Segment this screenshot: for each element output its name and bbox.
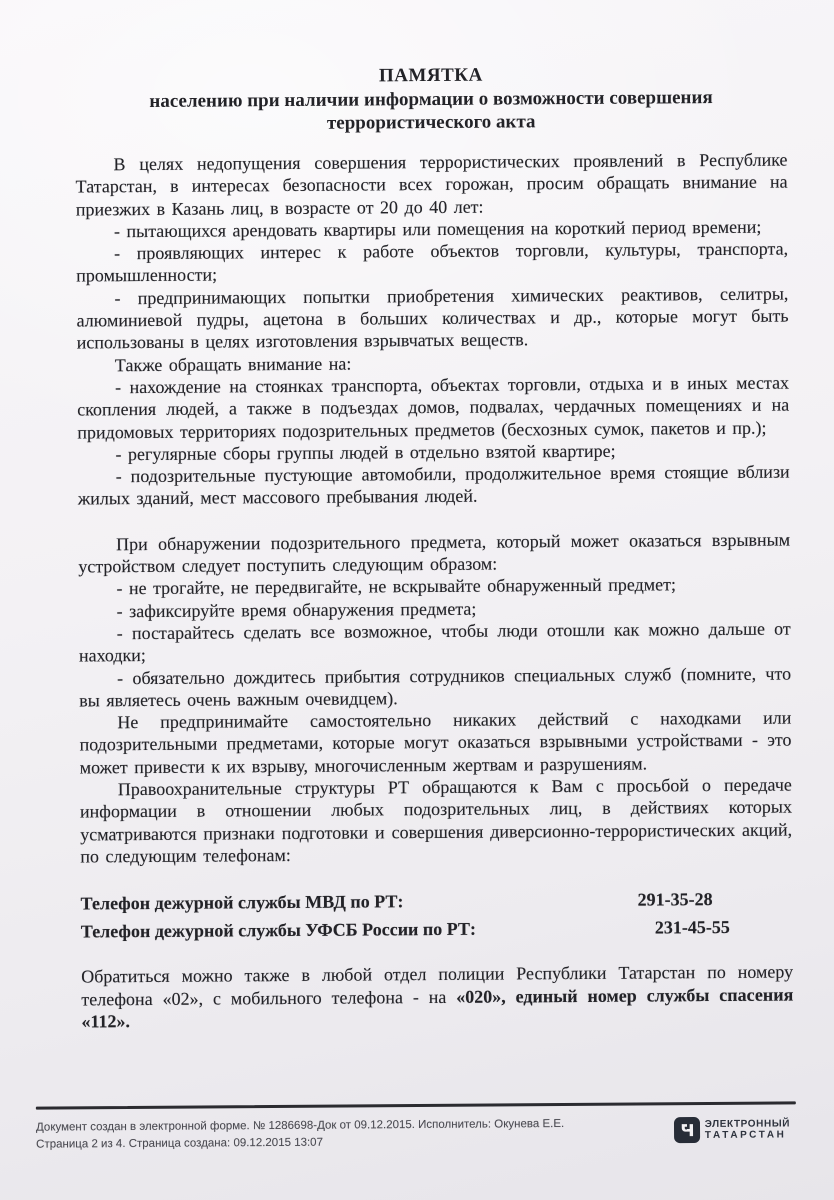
phone-number: 291-35-28 bbox=[637, 889, 713, 910]
paragraph: Не предпринимайте самостоятельно никаких действий с находками или подозрительными предметами, которые могут оказаться взрывными устройствами - это может привести к их взрыву, многочисленным жертвам и разрушениям. bbox=[79, 707, 792, 778]
footer-meta bbox=[36, 1116, 564, 1153]
footer-meta-line2: Страница 2 из 4. Страница создана: 09.12.2015 13:07 bbox=[36, 1136, 323, 1151]
paragraph: Также обращать внимание на: bbox=[114, 353, 352, 375]
body-text bbox=[75, 149, 792, 868]
page-title: ПАМЯТКА bbox=[378, 64, 483, 87]
page-subtitle-line1: населению при наличии информации о возможности совершения bbox=[149, 87, 713, 112]
paragraph: При обнаружении подозрительного предмета, который может оказаться взрывным устройством следует поступить следующим образом: bbox=[78, 529, 791, 577]
phone-number: 231-45-55 bbox=[654, 916, 730, 938]
paragraph: - подозрительные пустующие автомобили, продолжительное время стоящие вблизи жилых зданий, мест массового пребывания людей. bbox=[77, 461, 790, 509]
paragraph: - пытающихся арендовать квартиры или помещения на короткий период времени; bbox=[113, 216, 762, 242]
electronic-tatarstan-logo-icon bbox=[674, 1117, 700, 1143]
paragraph: Правоохранительные структуры РТ обращаются к Вам с просьбой о передаче информации в отношении любых подозрительных лиц, в действиях которых усматриваются признаки подготовки и совершения диверсионно-террористических акций, по следующим телефонам: bbox=[79, 774, 793, 867]
phone-label: Телефон дежурной службы МВД по РТ: bbox=[80, 891, 404, 914]
paragraph: - проявляющих интерес к работе объектов торговли, культуры, транспорта, промышленности; bbox=[76, 238, 789, 286]
page-footer bbox=[36, 1101, 796, 1152]
footer-meta-line1: Документ создан в электронной форме. № 1286698-Док от 09.12.2015. Исполнитель: Окунева Е.Е. bbox=[35, 1117, 565, 1134]
paragraph: - предпринимающих попытки приобретения химических реактивов, селитры, алюминиевой пудры, ацетона в больших количествах и др., которые могут быть использованы в целях изготовления взрывчатых веществ. bbox=[76, 283, 789, 353]
logo-text-line1: ЭЛЕКТРОННЫЙ bbox=[704, 1118, 791, 1130]
paragraph: - постарайтесь сделать все возможное, чтобы люди отошли как можно дальше от находки; bbox=[78, 618, 791, 666]
paragraph: - не трогайте, не передвигайте, не вскрывайте обнаруженный предмет; bbox=[116, 574, 677, 599]
page-content bbox=[74, 0, 793, 1051]
phone-label: Телефон дежурной службы УФСБ России по РТ: bbox=[80, 918, 477, 942]
paragraph: - регулярные сборы группы людей в отдельно взятой квартире; bbox=[115, 440, 616, 465]
phone-list bbox=[81, 889, 793, 949]
logo-text-line2: ТАТАРСТАН bbox=[704, 1129, 787, 1141]
paragraph: - обязательно дождитесь прибытия сотрудников специальных служб (помните, что вы являетесь очень важным очевидцем). bbox=[79, 663, 792, 711]
closing-regular-text: Обратиться можно также в любой отдел полиции Республики Татарстан по номеру телефона «02», с мобильного телефона - на bbox=[81, 961, 794, 1009]
paragraph: - зафиксируйте время обнаружения предмета; bbox=[116, 598, 477, 621]
paragraph: В целях недопущения совершения террористических проявлений в Республике Татарстан, в интересах безопасности всех горожан, просим обращать внимание на приезжих в Казань лиц, в возрасте от 20 до 40 лет: bbox=[75, 149, 788, 220]
page-subtitle-line2: террористического акта bbox=[326, 111, 536, 134]
electronic-tatarstan-logo bbox=[674, 1116, 790, 1143]
phone-row bbox=[81, 916, 793, 948]
closing-paragraph bbox=[81, 961, 793, 1033]
paragraph: - нахождение на стоянках транспорта, объектах торговли, отдыха и в иных местах скопления людей, а также в подъездах домов, подвалах, чердачных помещениях и на придомовых территориях подозрительных предметов (бесхозных сумок, пакетов и пр.); bbox=[77, 372, 790, 443]
closing-bold-text: «020», единый номер службы спасения «112». bbox=[81, 984, 794, 1032]
footer-divider bbox=[36, 1101, 796, 1109]
